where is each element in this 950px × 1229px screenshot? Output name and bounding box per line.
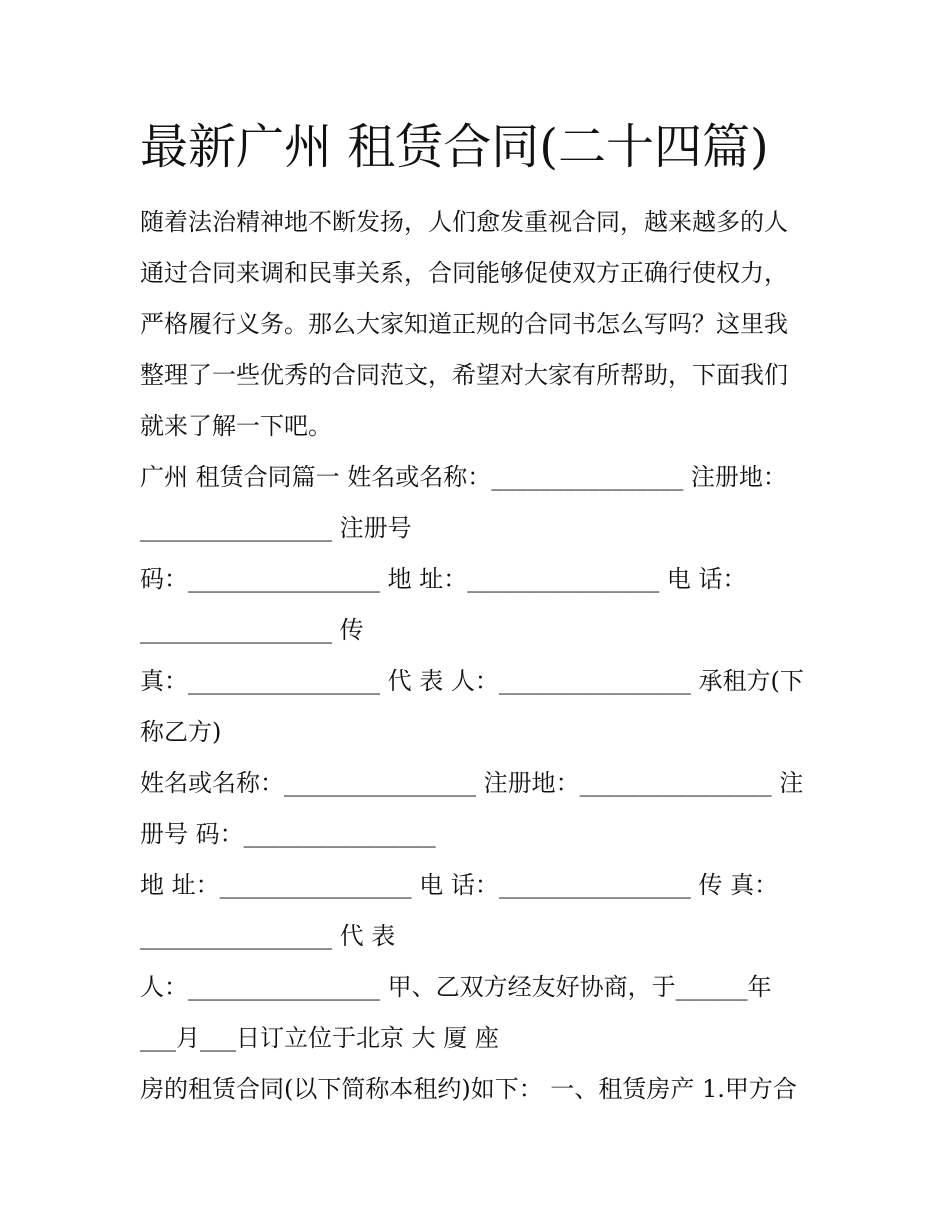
paragraph-line: 就来了解一下吧。: [140, 412, 332, 440]
contract-line: 真：________________ 代 表 人：________________ 承租方(下: [140, 667, 804, 695]
contract-line: 册号 码：________________: [140, 820, 436, 848]
paragraph-line: 严格履行义务。那么大家知道正规的合同书怎么写吗？这里我: [140, 310, 788, 338]
contract-line: 姓名或名称：________________ 注册地：________________ 注: [140, 769, 804, 797]
contract-line: 房的租赁合同(以下简称本租约)如下： 一、租赁房产 1.甲方合: [140, 1075, 797, 1103]
contract-line: 称乙方): [140, 718, 222, 746]
contract-line: ________________ 注册号: [140, 514, 412, 542]
paragraph-line: 通过合同来调和民事关系，合同能够促使双方正确行使权力，: [140, 259, 788, 287]
contract-line: 码：________________ 地 址：________________ 电 话：: [140, 565, 747, 593]
paragraph-line: 整理了一些优秀的合同范文，希望对大家有所帮助，下面我们: [140, 361, 788, 389]
paragraph-line: 随着法治精神地不断发扬，人们愈发重视合同，越来越多的人: [140, 208, 788, 236]
contract-line: 人：________________ 甲、乙双方经友好协商，于______年: [140, 973, 772, 1001]
contract-line: ___月___日订立位于北京 大 厦 座: [140, 1024, 499, 1052]
contract-line: 地 址：________________ 电 话：________________ 传 真：: [140, 871, 779, 899]
contract-line: 广州 租赁合同篇一 姓名或名称：________________ 注册地：: [140, 463, 787, 491]
contract-line: ________________ 传: [140, 616, 364, 644]
document-title: 最新广州 租赁合同(二十四篇): [140, 119, 769, 175]
contract-line: ________________ 代 表: [140, 922, 396, 950]
